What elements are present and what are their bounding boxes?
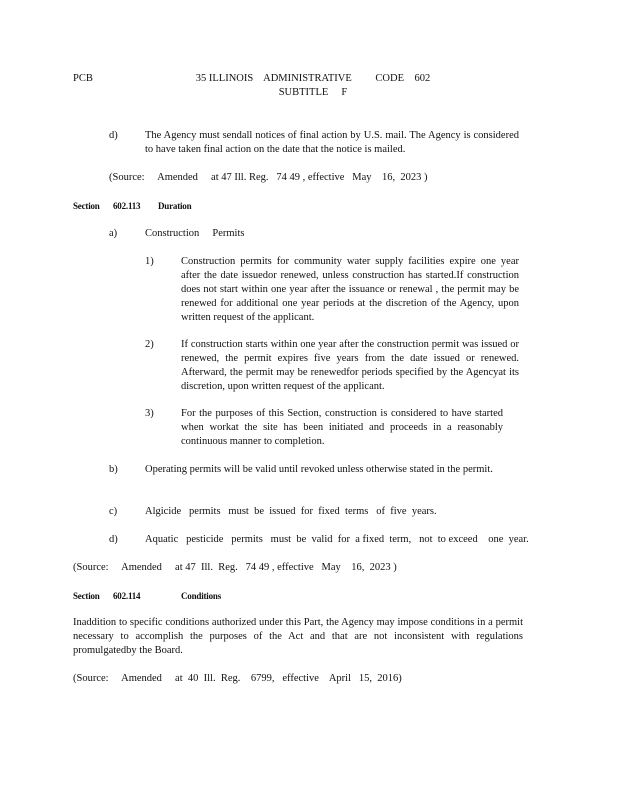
- sub-2-label: 2): [145, 339, 154, 350]
- item-a-label: a): [109, 228, 118, 239]
- item-d2-text: Aquatic pesticide permits must be valid for a fixed term, not to exceed one year.: [145, 534, 529, 545]
- sub-3-text: For the purposes of this Section, construction is considered to have started when workat the site has been initiated and proceeds in a reasonably continuous manner to completion.: [181, 408, 503, 447]
- header-agency: PCB: [73, 73, 93, 84]
- section-114-number: 602.114: [113, 591, 141, 601]
- sub-2-text: If construction starts within one year after the construction permit was issued or renewed, the permit expires five years from the date issued or renewed. Afterward, the permit may be renewedfor periods specified by the Agencyat its discretion, upon written request of the applicant.: [181, 339, 519, 392]
- item-b-label: b): [109, 464, 118, 475]
- source-note-3: (Source: Amended at 40 Ill. Reg. 6799, effective April 15, 2016): [73, 673, 402, 684]
- section-114-title: Conditions: [181, 591, 222, 601]
- item-d-label: d): [109, 130, 118, 141]
- conditions-paragraph: Inaddition to specific conditions authorized under this Part, the Agency may impose conditions in a permit necessary to accomplish the purposes of the Act and that are not inconsistent with regulations promulgatedby the Board.: [73, 617, 523, 656]
- item-c-label: c): [109, 506, 118, 517]
- header-title-line2: SUBTITLE F: [278, 87, 348, 98]
- header-title: [178, 72, 448, 100]
- item-a-heading: Construction Permits: [145, 228, 245, 239]
- sub-1-label: 1): [145, 256, 154, 267]
- header-title-line1: 35 ILLINOIS ADMINISTRATIVE CODE 602: [195, 73, 431, 84]
- section-113-label: Section: [73, 201, 100, 211]
- section-113-title: Duration: [158, 201, 192, 211]
- sub-3-label: 3): [145, 408, 154, 419]
- item-b-text: Operating permits will be valid until revoked unless otherwise stated in the permit.: [145, 464, 493, 475]
- section-114-label: Section: [73, 591, 100, 601]
- item-c-text: Algicide permits must be issued for fixed terms of five years.: [145, 506, 437, 517]
- source-note-1: (Source: Amended at 47 Ill. Reg. 74 49 , effective May 16, 2023 ): [109, 172, 428, 183]
- source-note-2: (Source: Amended at 47 Ill. Reg. 74 49 , effective May 16, 2023 ): [73, 562, 397, 573]
- item-d2-label: d): [109, 534, 118, 545]
- sub-1-text: Construction permits for community water supply facilities expire one year after the date issuedor renewed, unless construction has started.If construction does not start within one year after the issuance or renewal , the permit may be renewed for additional one year periods at the discretion of the Agency, upon written request of the applicant.: [181, 256, 519, 323]
- section-113-number: 602.113: [113, 201, 141, 211]
- item-d-text: The Agency must sendall notices of final action by U.S. mail. The Agency is considered to have taken final action on the date that the notice is mailed.: [145, 130, 519, 155]
